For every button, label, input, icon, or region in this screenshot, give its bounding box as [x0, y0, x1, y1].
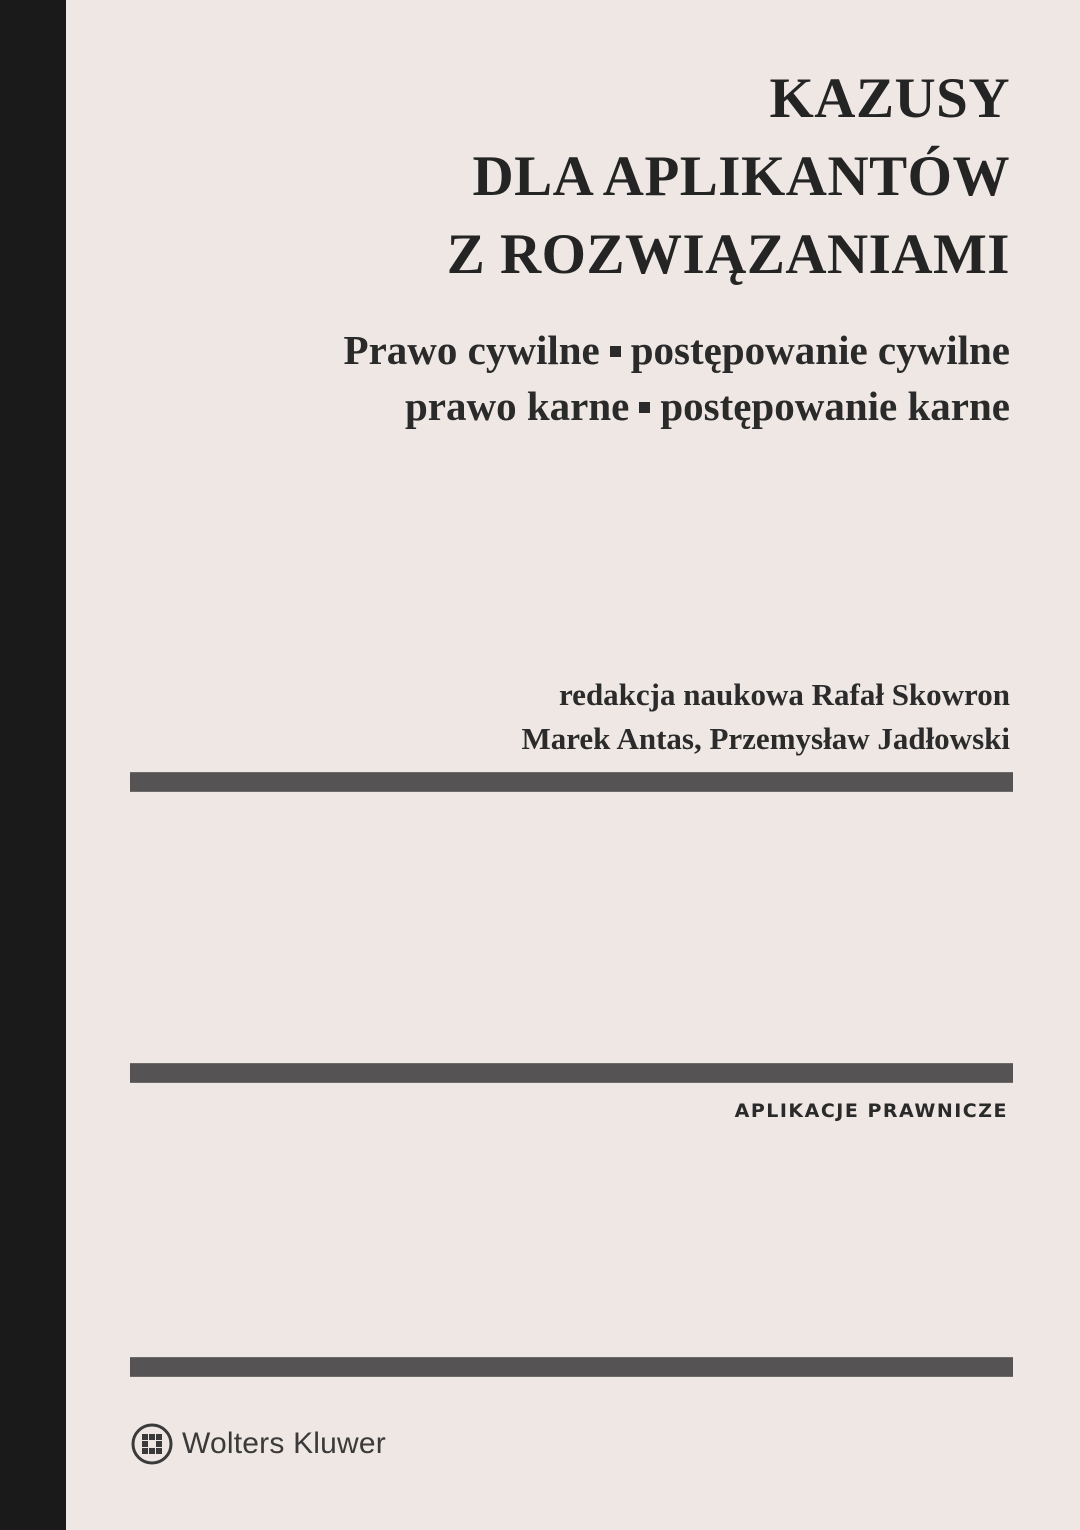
editors-line: Marek Antas, Przemysław Jadłowski: [521, 721, 1010, 756]
book-subtitle: [110, 322, 1010, 434]
divider-bar: [130, 1357, 1013, 1377]
divider-bar: [130, 1063, 1013, 1083]
book-title: [190, 60, 1010, 294]
square-bullet-icon: [639, 402, 650, 413]
editors-block: [190, 673, 1010, 761]
title-line: DLA APLIKANTÓW: [472, 145, 1010, 208]
wolters-kluwer-logo-icon: [130, 1422, 174, 1466]
divider-bar: [130, 772, 1013, 792]
spine-strip: [0, 0, 66, 1530]
title-line: Z ROZWIĄZANIAMI: [446, 223, 1010, 286]
editors-line: redakcja naukowa Rafał Skowron: [558, 677, 1010, 712]
subtitle-part: postępowanie karne: [660, 383, 1010, 429]
title-line: KAZUSY: [769, 67, 1010, 130]
square-bullet-icon: [610, 346, 621, 357]
subtitle-line: [110, 322, 1010, 378]
subtitle-line: [110, 378, 1010, 434]
subtitle-part: postępowanie cywilne: [630, 327, 1010, 373]
publisher-logo: [130, 1420, 386, 1468]
subtitle-part: prawo karne: [404, 383, 630, 429]
subtitle-part: Prawo cywilne: [343, 327, 600, 373]
publisher-name: Wolters Kluwer: [182, 1427, 386, 1460]
series-label: APLIKACJE PRAWNICZE: [734, 1100, 1008, 1122]
